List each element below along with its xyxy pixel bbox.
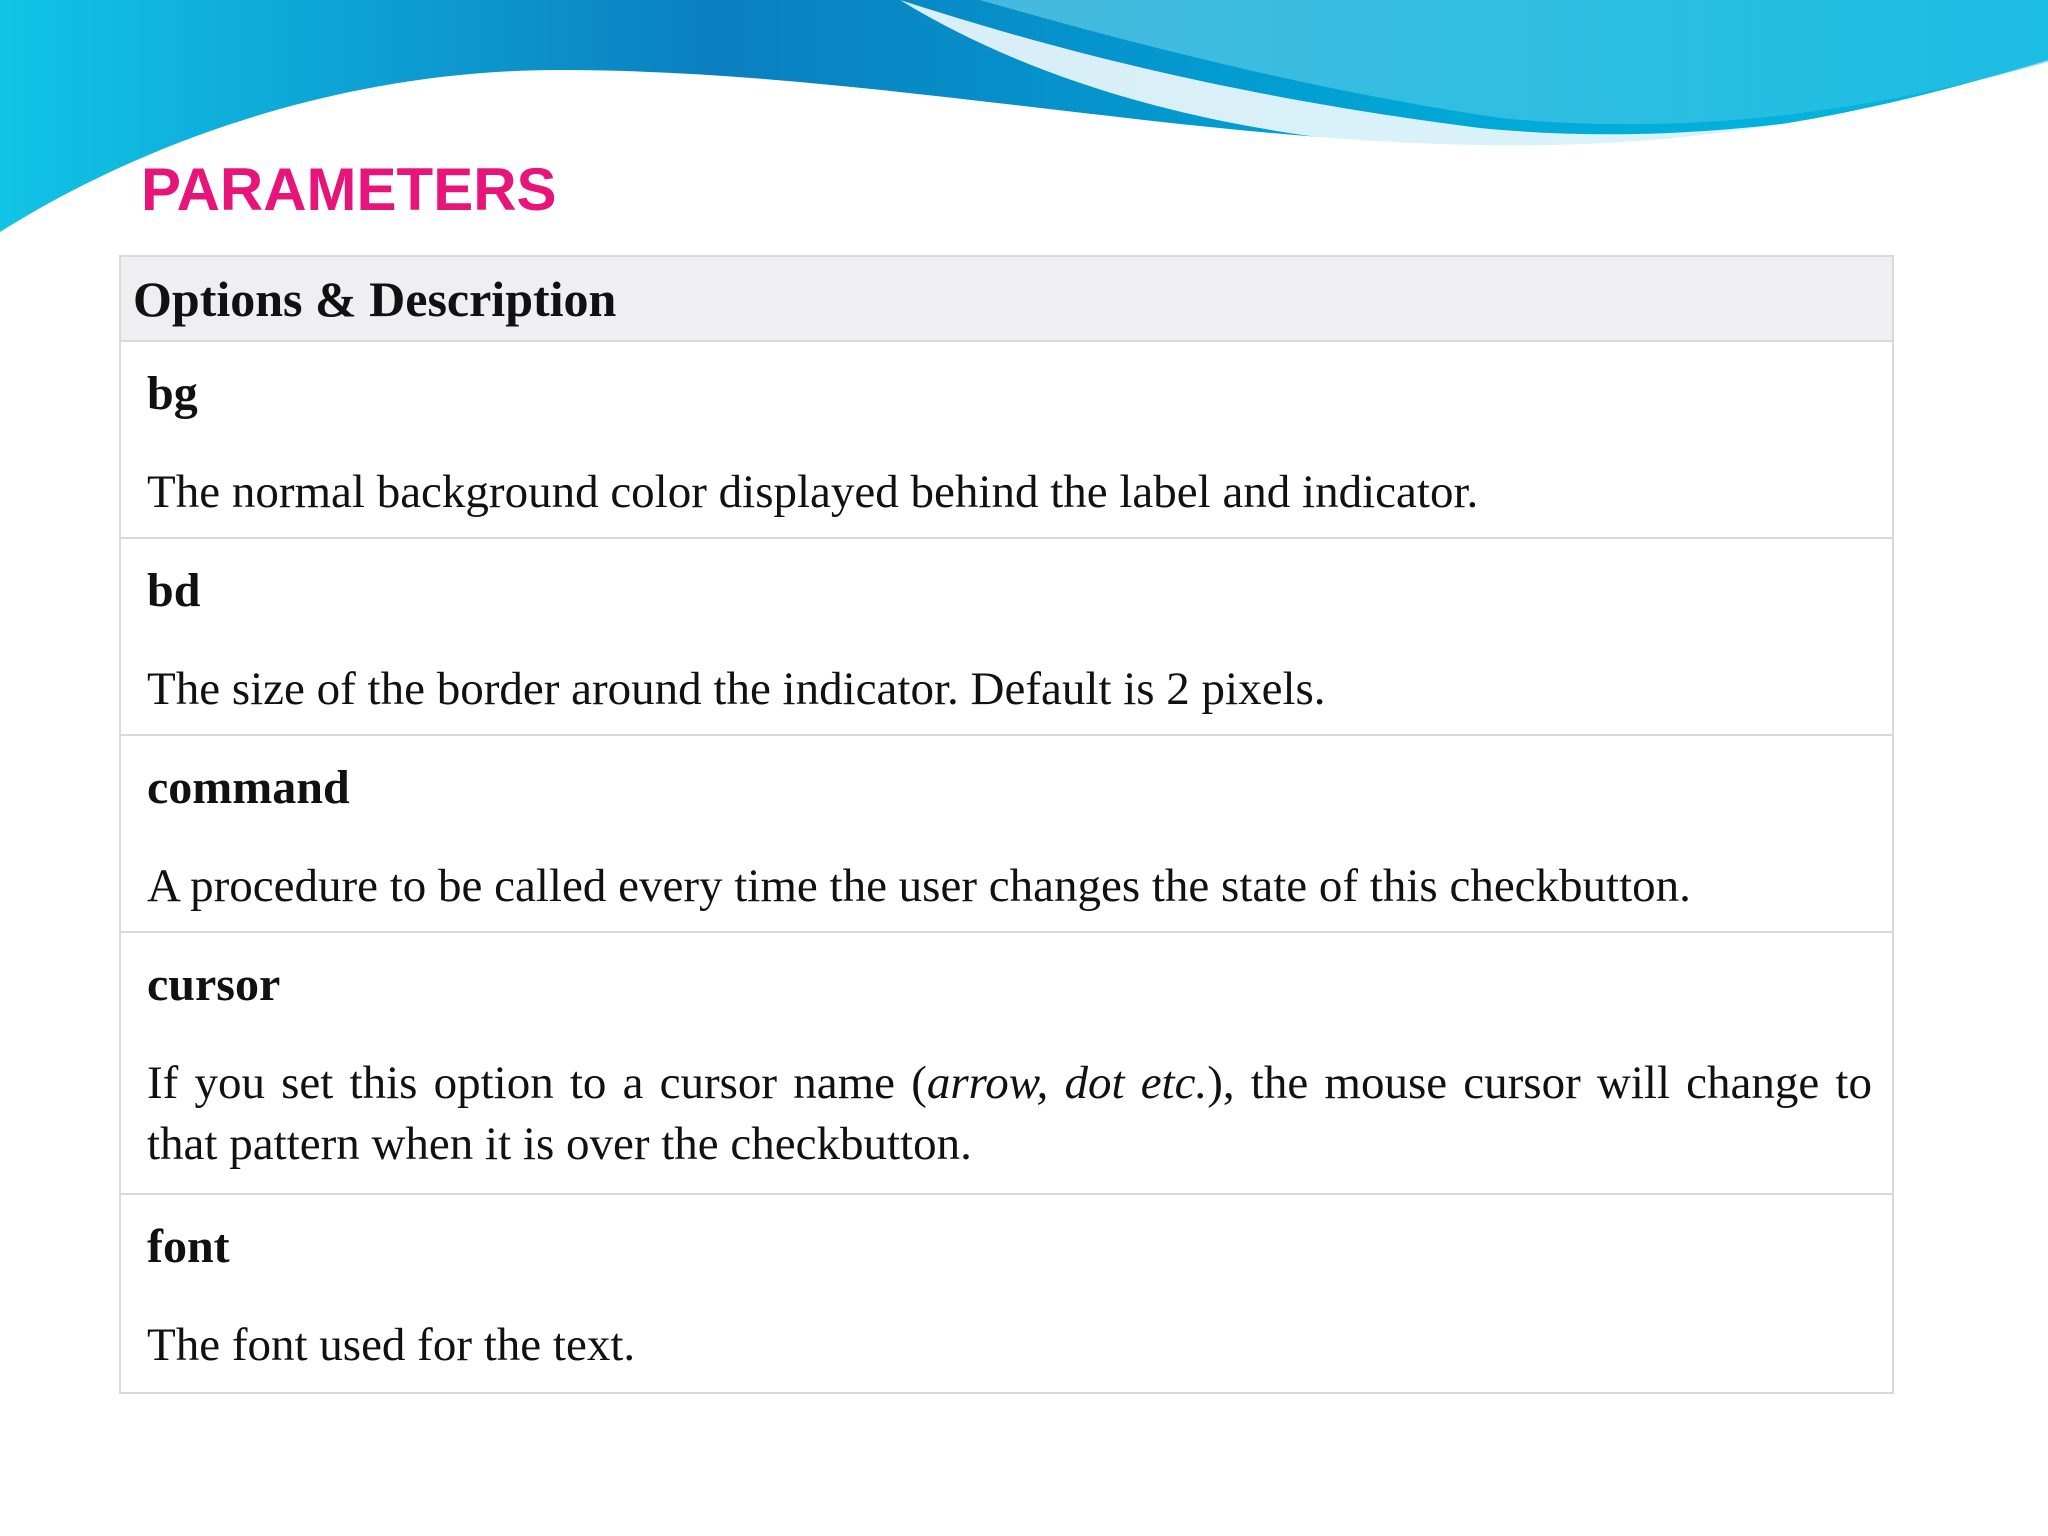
table-row [121,342,1892,539]
option-name: command [147,761,350,814]
description-text: ), the mouse cursor will change to that pattern when it is over the checkbutton. [147,1057,1872,1170]
table-row [121,539,1892,736]
option-name: bd [147,564,201,617]
option-name: cursor [147,958,281,1011]
option-description [147,1053,1872,1175]
table-row [121,1195,1892,1392]
table-row [121,736,1892,933]
option-description: The size of the border around the indicator. Default is 2 pixels. [147,663,1326,715]
description-text: If you set this option to a cursor name ( [147,1057,927,1109]
parameters-table [119,255,1894,1394]
option-description: The normal background color displayed behind the label and indicator. [147,466,1479,518]
description-italic-text: arrow, dot etc. [926,1057,1208,1109]
option-name: bg [147,367,198,420]
option-description: A procedure to be called every time the user changes the state of this checkbutton. [147,860,1691,912]
option-description: The font used for the text. [147,1319,636,1371]
table-header: Options & Description [121,257,1892,342]
page-title: PARAMETERS [141,156,557,223]
table-row [121,933,1892,1195]
option-name: font [147,1220,230,1273]
